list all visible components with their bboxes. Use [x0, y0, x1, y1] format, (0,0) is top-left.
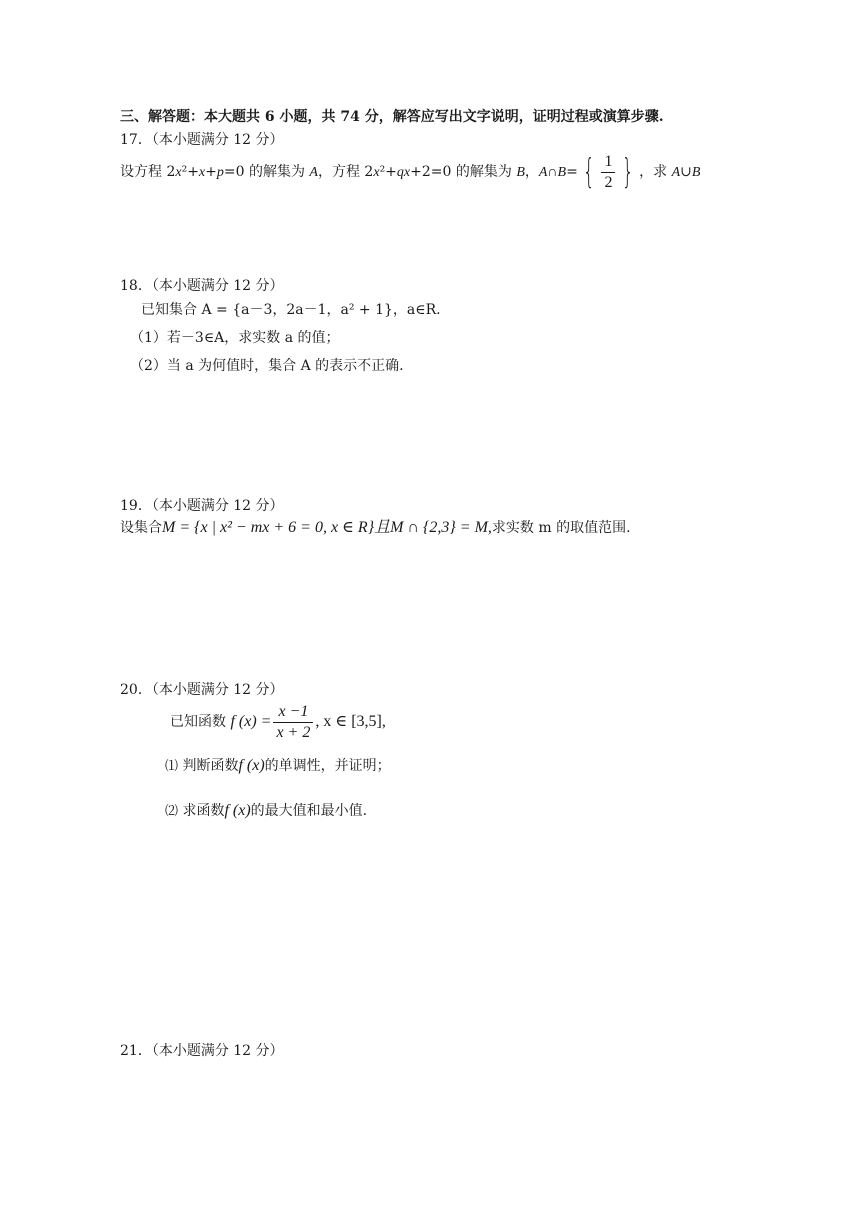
q17-number: 17．（本小题满分 12 分）	[120, 132, 284, 148]
fraction-denominator: 2	[604, 173, 613, 191]
q17-seg: ²+	[379, 164, 397, 180]
left-brace-icon: {	[582, 152, 595, 192]
q20-seg: 的最大值和最小值.	[250, 803, 368, 819]
q17-var: B	[516, 165, 525, 180]
q18-part2: （2）当 a 为何值时，集合 A 的表示不正确.	[130, 358, 404, 374]
q20-domain: , x ∈ [3,5],	[315, 713, 386, 730]
q20-fx: f (x)	[238, 757, 265, 774]
q17-seg: +	[205, 164, 217, 180]
q17-seg: =0 的解集为	[223, 164, 305, 180]
q17-seg: ²+	[181, 164, 199, 180]
q17-intersection: A∩B	[538, 165, 567, 180]
q17-var: x	[403, 165, 411, 180]
q19-text	[120, 518, 631, 538]
q20-number: 20．（本小题满分 12 分）	[120, 682, 284, 698]
section-header: 三、解答题：本大题共 6 小题，共 74 分，解答应写出文字说明，证明过程或演算步骤.	[120, 109, 664, 125]
q20-part2	[165, 801, 367, 822]
q17-seg: ，求	[639, 164, 668, 180]
q17-var: A	[309, 165, 318, 180]
q17-union: A∪B	[671, 165, 701, 180]
q19-seg: 求实数 m 的取值范围.	[491, 520, 631, 536]
q20-part-label: ⑵	[165, 804, 179, 819]
q17-seg: +2=0 的解集为	[410, 164, 512, 180]
q18-number: 18．（本小题满分 12 分）	[120, 278, 284, 294]
q20-part-label: ⑴	[165, 759, 179, 774]
q17-var: x	[198, 165, 206, 180]
q17-var: x	[373, 165, 380, 180]
q17-fraction	[601, 152, 615, 193]
right-brace-icon: }	[622, 152, 635, 192]
q18-line1: 已知集合 A = {a－3，2a－1，a² + 1}，a∈R.	[141, 302, 441, 318]
q20-fraction	[273, 702, 313, 743]
q20-function-def	[170, 700, 386, 744]
q20-fx: f (x) =	[230, 713, 272, 730]
fraction-denominator: x + 2	[276, 723, 311, 741]
fraction-numerator: x −1	[273, 702, 313, 723]
q17-var: q	[396, 165, 404, 180]
q20-seg: 已知函数	[170, 714, 226, 730]
q21-number: 21．（本小题满分 12 分）	[120, 1043, 284, 1059]
q18-part1: （1）若－3∈A，求实数 a 的值；	[130, 330, 340, 346]
q17-seg: ，方程 2	[317, 164, 374, 180]
q17-seg: =	[566, 164, 578, 180]
q20-fx: f (x)	[224, 802, 251, 819]
q17-var: x	[175, 165, 182, 180]
q20-seg: 的单调性，并证明；	[264, 758, 391, 774]
q20-part1	[165, 756, 391, 777]
q17-var: p	[216, 165, 224, 180]
q17-seg: ，	[524, 164, 539, 180]
q20-seg: 判断函数	[182, 758, 239, 774]
q19-set-expression: M = {x | x² − mx + 6 = 0, x ∈ R}且M ∩ {2,3} = M,	[162, 519, 492, 536]
q19-number: 19．（本小题满分 12 分）	[120, 498, 284, 514]
fraction-numerator: 1	[601, 152, 615, 173]
q19-seg: 设集合	[120, 520, 162, 536]
q17-text	[120, 150, 700, 195]
q17-seg: 设方程 2	[120, 164, 176, 180]
q20-seg: 求函数	[182, 803, 225, 819]
